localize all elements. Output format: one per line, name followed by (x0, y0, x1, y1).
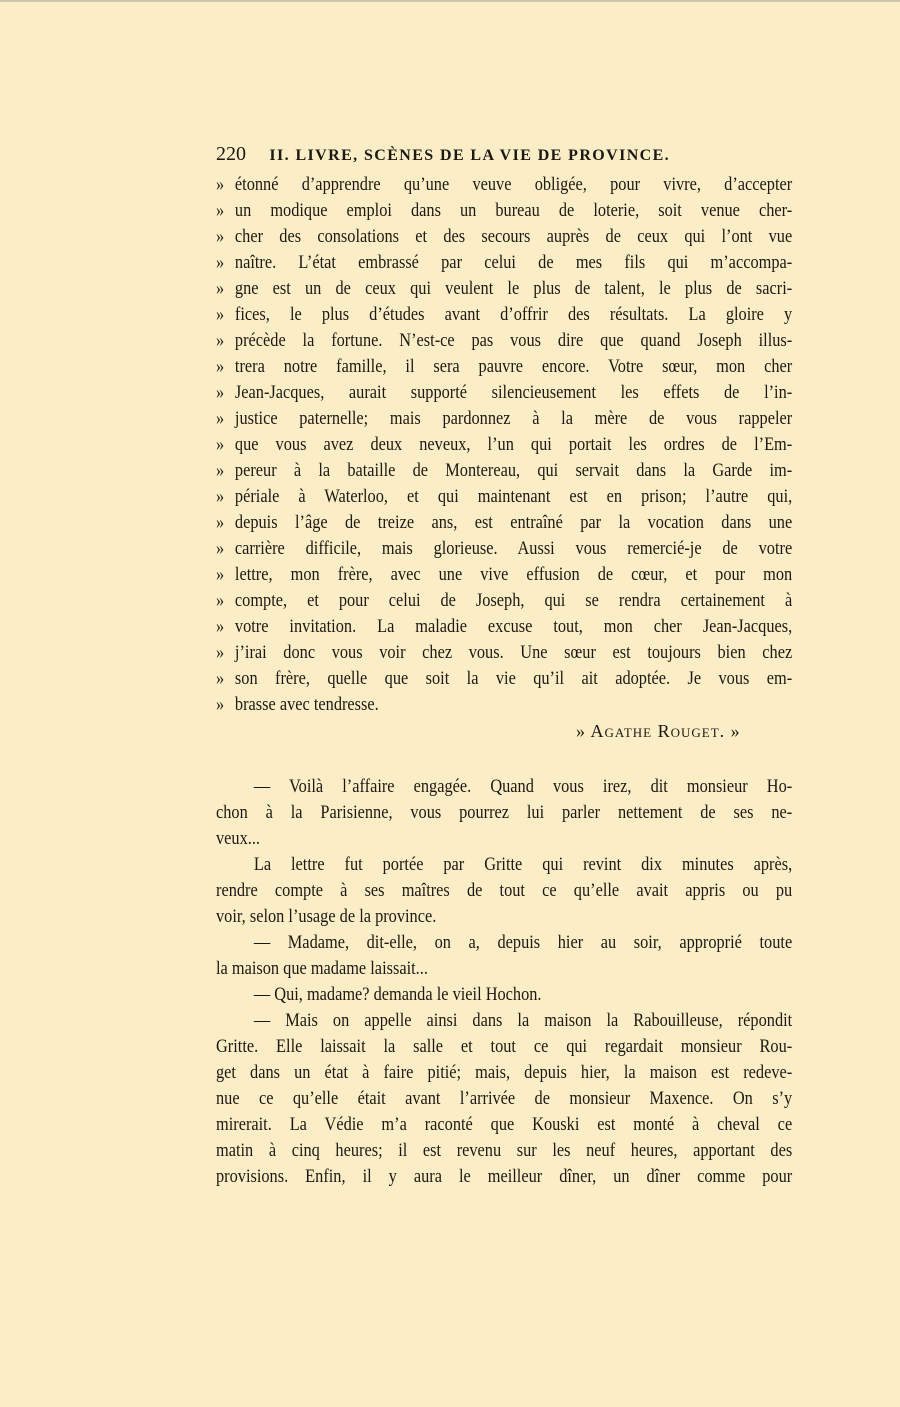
section-gap (216, 744, 792, 774)
letter-line: » depuis l’âge de treize ans, est entraîné par la vocation dans une (216, 510, 792, 536)
letter-line: » gne est un de ceux qui veulent le plus de talent, le plus de sacri- (216, 276, 792, 302)
letter-line: » brasse avec tendresse. (216, 692, 792, 718)
page-text (216, 172, 792, 1190)
running-header (216, 143, 791, 167)
text-line: get dans un état à faire pitié; mais, depuis hier, la maison est redeve- (216, 1062, 793, 1083)
text-line: mirerait. La Védie m’a raconté que Kouski est monté à cheval ce (216, 1114, 793, 1135)
text-line: — Mais on appelle ainsi dans la maison la Rabouilleuse, répondit (253, 1010, 793, 1031)
text-line: — Voilà l’affaire engagée. Quand vous irez, dit monsieur Ho- (253, 776, 793, 797)
text-line: la maison que madame laissait... (216, 958, 428, 979)
letter-line: » pereur à la bataille de Montereau, qui servait dans la Garde im- (216, 458, 792, 484)
letter-line: » étonné d’apprendre qu’une veuve obligée, pour vivre, d’accepter (216, 172, 792, 198)
text-line: — Qui, madame? demanda le vieil Hochon. (253, 984, 542, 1005)
narrative-text (216, 774, 792, 1190)
page-number: 220 (216, 143, 246, 165)
text-line: Gritte. Elle laissait la salle et tout ce qui regardait monsieur Rou- (216, 1036, 793, 1057)
letter-line: » cher des consolations et des secours auprès de ceux qui l’ont vue (216, 224, 792, 250)
letter-line: » j’irai donc vous voir chez vous. Une sœur est toujours bien chez (216, 640, 792, 666)
letter-line: » fices, le plus d’études avant d’offrir des résultats. La gloire y (216, 302, 792, 328)
text-line: matin à cinq heures; il est revenu sur les neuf heures, apportant des (216, 1140, 793, 1161)
letter-line: » son frère, quelle que soit la vie qu’il ait adoptée. Je vous em- (216, 666, 792, 692)
letter-line: » lettre, mon frère, avec une vive effusion de cœur, et pour mon (216, 562, 792, 588)
text-line: nue ce qu’elle était avant l’arrivée de monsieur Maxence. On s’y (216, 1088, 793, 1109)
text-line: La lettre fut portée par Gritte qui revint dix minutes après, (253, 854, 793, 875)
letter-line: » un modique emploi dans un bureau de loterie, soit venue cher- (216, 198, 792, 224)
letter-quotation (216, 172, 792, 718)
text-line: voir, selon l’usage de la province. (216, 906, 437, 927)
letter-line: » naître. L’état embrassé par celui de mes fils qui m’accompa- (216, 250, 792, 276)
letter-line: » précède la fortune. N’est-ce pas vous dire que quand Joseph illus- (216, 328, 792, 354)
letter-line: » votre invitation. La maladie excuse tout, mon cher Jean-Jacques, (216, 614, 792, 640)
letter-line: » trera notre famille, il sera pauvre encore. Votre sœur, mon cher (216, 354, 792, 380)
letter-line: » Jean-Jacques, aurait supporté silencieusement les effets de l’in- (216, 380, 792, 406)
letter-line: » justice paternelle; mais pardonnez à la mère de vous rappeler (216, 406, 792, 432)
letter-line: » périale à Waterloo, et qui maintenant est en prison; l’autre qui, (216, 484, 792, 510)
text-line: provisions. Enfin, il y aura le meilleur dîner, un dîner comme pour (216, 1166, 793, 1187)
text-line: rendre compte à ses maîtres de tout ce qu’elle avait appris ou pu (216, 880, 793, 901)
page-edge (0, 0, 900, 2)
running-title: II. LIVRE, SCÈNES DE LA VIE DE PROVINCE. (269, 147, 671, 164)
text-line: — Madame, dit-elle, on a, depuis hier au soir, approprié toute (253, 932, 793, 953)
text-line: veux... (216, 828, 261, 849)
letter-line: » que vous avez deux neveux, l’un qui portait les ordres de l’Em- (216, 432, 792, 458)
letter-line: » compte, et pour celui de Joseph, qui se rendra certainement à (216, 588, 792, 614)
letter-signature: » Agathe Rouget. » (576, 721, 741, 741)
letter-line: » carrière difficile, mais glorieuse. Aussi vous remercié-je de votre (216, 536, 792, 562)
text-line: chon à la Parisienne, vous pourrez lui parler nettement de ses ne- (216, 802, 793, 823)
